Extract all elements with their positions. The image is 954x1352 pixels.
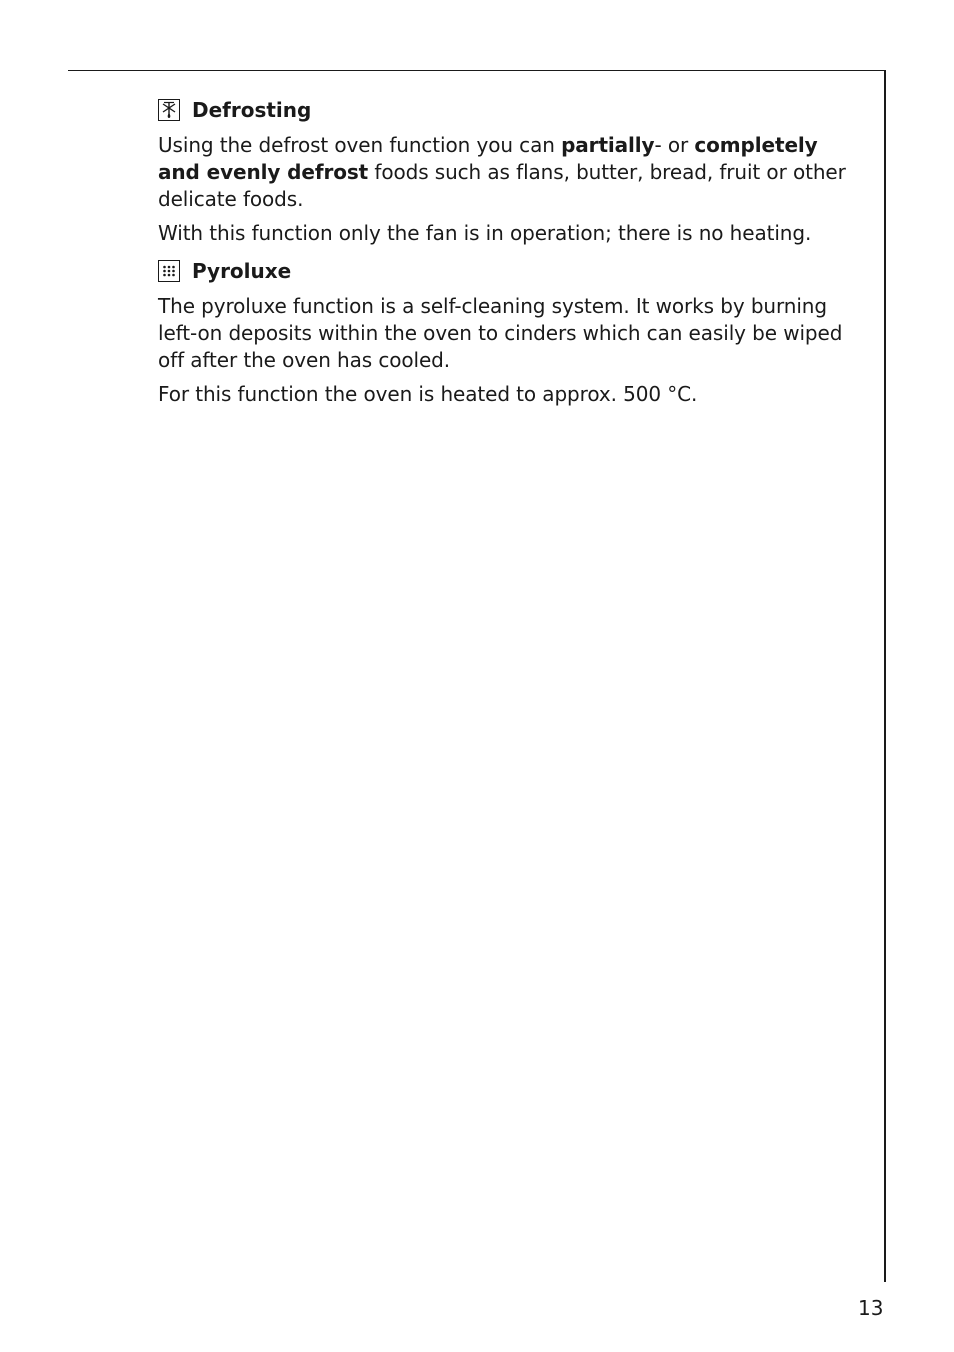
top-rule: [68, 70, 886, 71]
section-heading-defrosting: [158, 96, 858, 124]
text-run: - or: [654, 133, 695, 157]
defrost-paragraph-1: [158, 132, 858, 213]
pyroluxe-icon: [158, 260, 180, 282]
section-heading-pyroluxe: [158, 257, 858, 285]
section-title: Defrosting: [192, 98, 312, 122]
side-rule: [884, 70, 886, 1282]
text-run: Using the defrost oven function you can: [158, 133, 562, 157]
bold-text: partially: [561, 133, 655, 157]
page-number: 13: [858, 1296, 884, 1320]
bold-text: completely and evenly defrost: [158, 133, 818, 184]
page-content: [158, 96, 858, 408]
pyroluxe-paragraph-1: The pyroluxe function is a self-cleaning system. It works by burning left-on deposits within the oven to cinders which can easily be wiped off after the oven has cooled.: [158, 294, 843, 372]
text-run: foods such as flans, butter, bread, fruit or other delicate foods.: [158, 160, 846, 211]
defrost-paragraph-2: With this function only the fan is in operation; there is no heating.: [158, 221, 812, 245]
pyroluxe-paragraph-2: For this function the oven is heated to approx. 500 °C.: [158, 382, 698, 406]
section-title: Pyroluxe: [192, 259, 292, 283]
defrost-icon: [158, 99, 180, 121]
